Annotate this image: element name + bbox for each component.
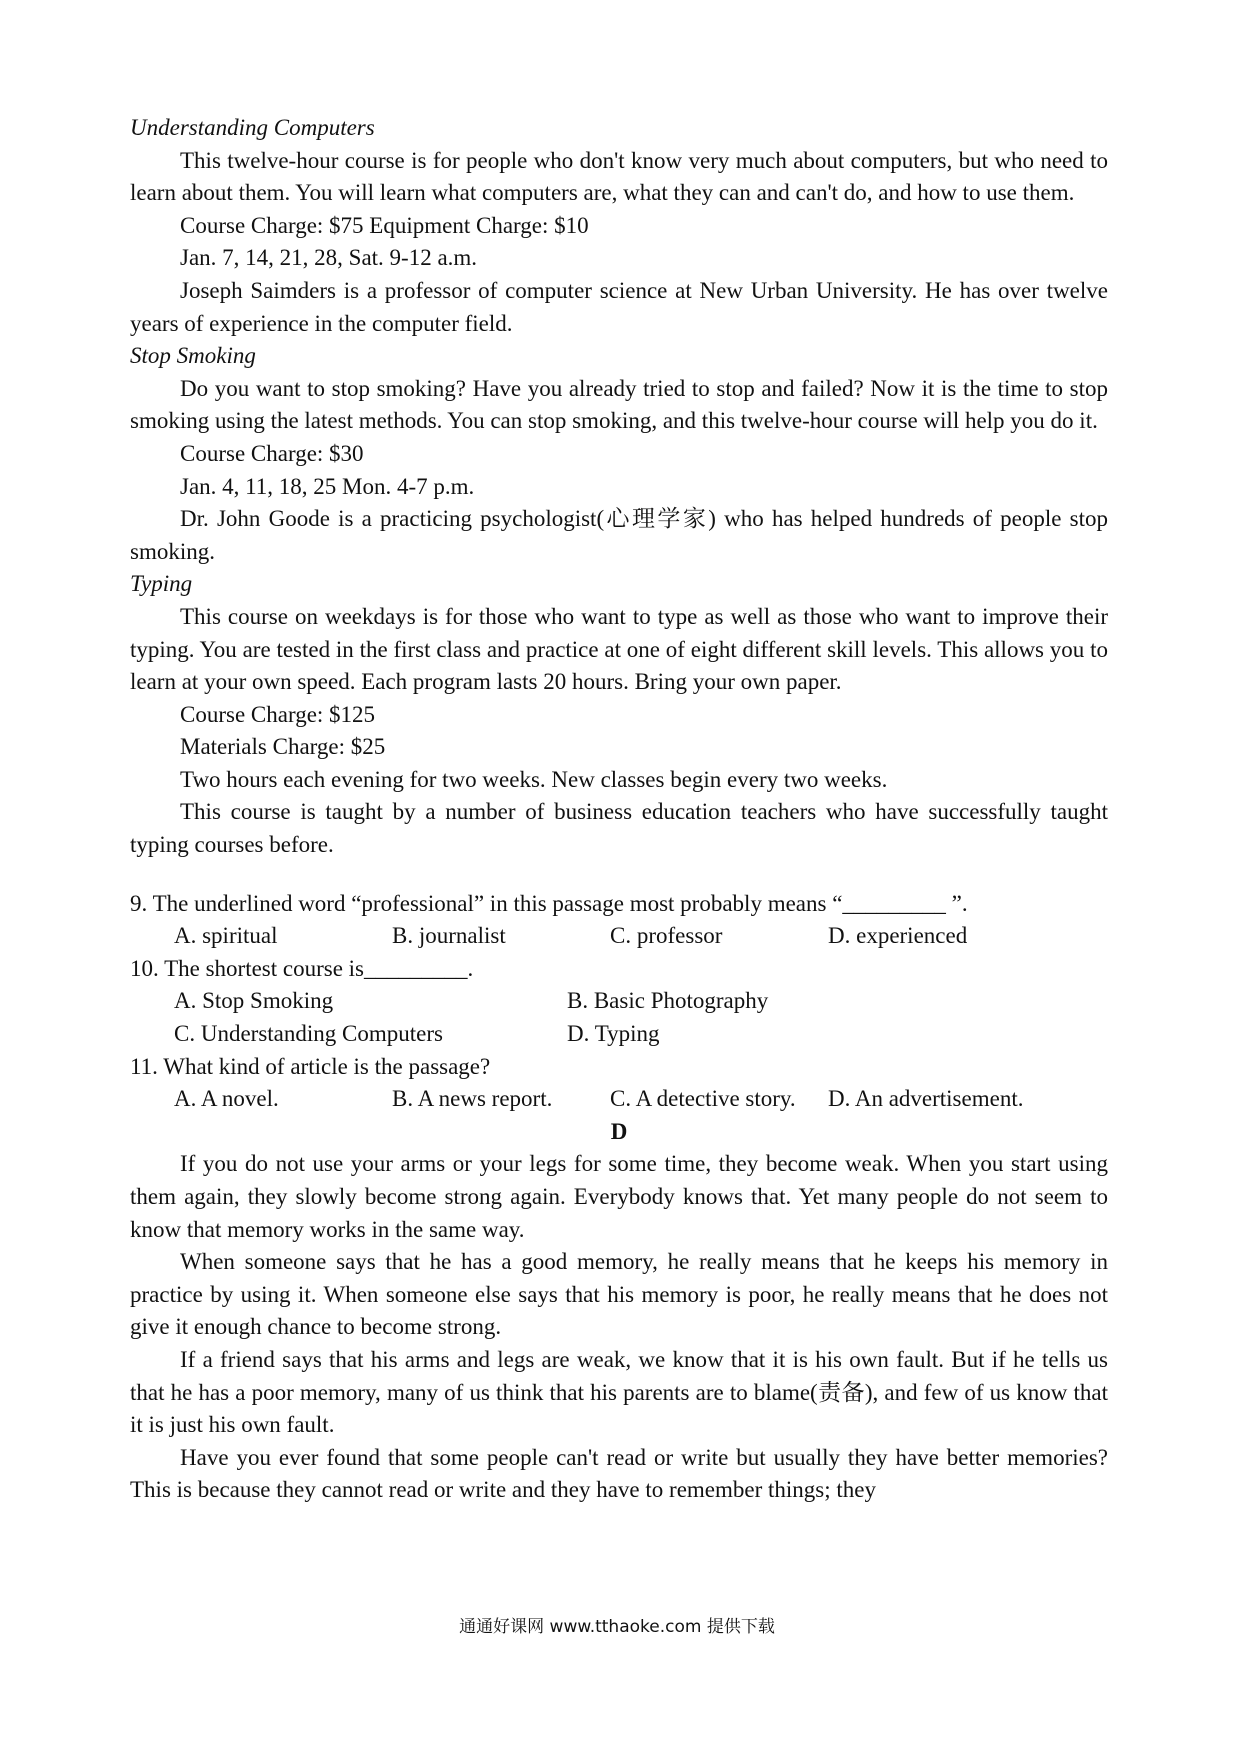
- option-a: A. spiritual: [174, 923, 278, 949]
- passage-paragraph: When someone says that he has a good memory, he really means that he keeps his memory in practice by using it. When someone else says that his memory is poor, he really means that he does not give it enough chance to become strong.: [130, 1249, 1108, 1340]
- option-a: A. A novel.: [174, 1086, 279, 1112]
- question-options-row-1: [174, 985, 1108, 1018]
- question-stem: 9. The underlined word “professional” in this passage most probably means “_________ ”.: [130, 890, 968, 916]
- course-description: This course on weekdays is for those who want to type as well as those who want to improve their typing. You are tested in the first class and practice at one of eight different skill levels. This allows you to learn at your own speed. Each program lasts 20 hours. Bring your own paper.: [130, 603, 1108, 695]
- spacer: [130, 862, 1108, 888]
- option-a: A. Stop Smoking: [174, 988, 334, 1014]
- option-c: C. A detective story.: [610, 1086, 796, 1112]
- course-schedule: Jan. 7, 14, 21, 28, Sat. 9-12 a.m.: [180, 245, 478, 271]
- course-stop-smoking: [130, 340, 1108, 568]
- course-teacher: Joseph Saimders is a professor of computer science at New Urban University. He has over twelve years of experience in the computer field.: [130, 277, 1108, 336]
- page-content: [130, 112, 1108, 1507]
- course-title: Typing: [130, 571, 193, 597]
- option-c: C. professor: [610, 923, 723, 949]
- course-schedule: Two hours each evening for two weeks. New classes begin every two weeks.: [180, 766, 888, 792]
- passage-paragraph: Have you ever found that some people can't read or write but usually they have better memories? This is because they cannot read or write and they have to remember things; they: [130, 1444, 1108, 1503]
- section-letter: D: [610, 1118, 628, 1144]
- course-description: Do you want to stop smoking? Have you already tried to stop and failed? Now it is the time to stop smoking using the latest methods. You can stop smoking, and this twelve-hour course will help you do it.: [130, 375, 1108, 434]
- page-footer: 通通好课网 www.tthaoke.com 提供下载: [459, 1617, 775, 1637]
- question-options: [174, 1083, 1108, 1116]
- option-b: B. journalist: [392, 923, 506, 949]
- question-stem: 10. The shortest course is_________.: [130, 955, 474, 981]
- course-teacher: Dr. John Goode is a practicing psychologist(心理学家) who has helped hundreds of people stop smoking.: [130, 506, 1108, 564]
- course-teacher: This course is taught by a number of business education teachers who have successfully taught typing courses before.: [130, 799, 1108, 858]
- option-c: C. Understanding Computers: [174, 1021, 443, 1047]
- question-options-row-2: [174, 1018, 1108, 1051]
- section-d-passage: [130, 1148, 1108, 1507]
- question-options: [174, 920, 1108, 953]
- question-stem: 11. What kind of article is the passage?: [130, 1053, 491, 1079]
- course-charge: Course Charge: $125: [180, 701, 376, 727]
- question-10: [130, 953, 1108, 1051]
- course-charge: Course Charge: $30: [180, 440, 364, 466]
- option-b: B. Basic Photography: [567, 988, 769, 1014]
- option-d: D. Typing: [567, 1021, 660, 1047]
- course-description: This twelve-hour course is for people who don't know very much about computers, but who need to learn about them. You will learn what computers are, what they can and can't do, and how to use them.: [130, 147, 1108, 206]
- course-schedule: Jan. 4, 11, 18, 25 Mon. 4-7 p.m.: [180, 473, 475, 499]
- course-understanding-computers: [130, 112, 1108, 340]
- course-typing: [130, 568, 1108, 861]
- passage-paragraph: If you do not use your arms or your legs for some time, they become weak. When you start using them again, they slowly become strong again. Everybody knows that. Yet many people do not seem to know that memory works in the same way.: [130, 1151, 1108, 1242]
- course-title: Understanding Computers: [130, 115, 375, 140]
- course-title: Stop Smoking: [130, 343, 256, 369]
- option-d: D. An advertisement.: [828, 1086, 1024, 1112]
- course-charge: Course Charge: $75 Equipment Charge: $10: [180, 212, 589, 238]
- passage-paragraph: If a friend says that his arms and legs are weak, we know that it is his own fault. But if he tells us that he has a poor memory, many of us think that his parents are to blame(责备), and few of us know that it is just his own fault.: [130, 1346, 1108, 1438]
- option-d: D. experienced: [828, 923, 968, 949]
- materials-charge: Materials Charge: $25: [180, 734, 386, 760]
- question-11: [130, 1051, 1108, 1116]
- question-9: [130, 888, 1108, 953]
- option-b: B. A news report.: [392, 1086, 553, 1112]
